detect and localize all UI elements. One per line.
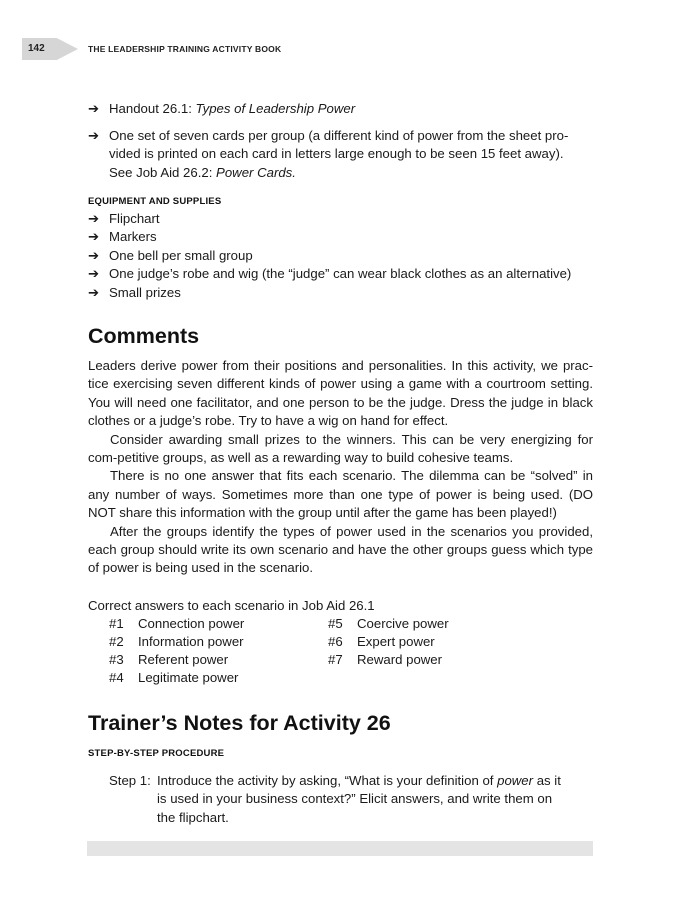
paragraph: After the groups identify the types of power used in the scenarios you provided, each group should write its own scenario and have the other groups guess which type of power is being used in the scenario. [88,523,593,576]
arrow-icon: ➔ [88,229,100,245]
comments-heading: Comments [88,324,200,348]
arrow-icon: ➔ [88,128,100,143]
answer-item: #7 Reward power [328,652,443,667]
list-item [88,127,593,182]
answer-item: #3 Referent power [109,652,229,667]
list-item-line: One set of seven cards per group (a different kind of power from the sheet pro- [109,128,569,143]
footer-bar [87,841,593,856]
answer-item: #2 Information power [109,634,244,649]
answer-item: #5 Coercive power [328,616,449,631]
answers-intro: Correct answers to each scenario in Job Aid 26.1 [88,598,375,613]
list-item: ➔ One judge’s robe and wig (the “judge” can wear black clothes as an alternative) [88,265,593,283]
list-item-line: See Job Aid 26.2: Power Cards. [109,164,296,180]
page-number: 142 [28,43,45,54]
arrow-icon: ➔ [88,284,100,300]
equipment-heading: EQUIPMENT AND SUPPLIES [88,196,222,207]
list-item [88,100,593,118]
list-item: ➔ One bell per small group [88,247,593,265]
comments-text [88,357,593,578]
list-item: ➔ Flipchart [88,210,593,228]
list-item-text: Handout 26.1: [109,101,196,116]
paragraph: Leaders derive power from their positions and personalities. In this activity, we prac-tice exercising seven different kinds of power using a game with a courtroom setting. You will need one facilitator, and one person to be the judge. Dress the judge in black clothes or a judge’s robe. Try to have a wig on hand for effect. [88,358,593,429]
equipment-list [88,210,593,302]
step-1 [109,772,579,827]
answer-item: #1 Connection power [109,616,245,631]
answer-item: #6 Expert power [328,634,435,649]
step-label: Step 1: [109,773,151,788]
step-line: is used in your business context?” Elicit answers, and write them on [157,791,553,807]
arrow-icon: ➔ [88,211,100,226]
step-line: the flipchart. [157,809,229,825]
list-item: ➔ Markers [88,228,593,246]
trainer-notes-heading: Trainer’s Notes for Activity 26 [88,711,391,735]
arrow-icon: ➔ [88,101,100,116]
list-item-italic: Types of Leadership Power [195,101,356,116]
running-head: THE LEADERSHIP TRAINING ACTIVITY BOOK [88,44,282,54]
arrow-icon: ➔ [88,247,100,263]
paragraph: There is no one answer that fits each scenario. The dilemma can be “solved” in any number of ways. Sometimes more than one type of power is being used. (DO NOT share this information with the group until after the game has been played!) [88,468,593,521]
answer-item: #4 Legitimate power [109,670,239,685]
list-item: ➔ Small prizes [88,284,593,302]
step-line: Introduce the activity by asking, “What is your definition of power as it [157,773,561,788]
list-item-line: vided is printed on each card in letters large enough to be seen 15 feet away). [109,146,564,162]
paragraph: Consider awarding small prizes to the winners. This can be very energizing for com-petitive groups, as well as a rewarding way to build cohesive teams. [88,431,593,466]
arrow-icon: ➔ [88,266,100,282]
procedure-heading: STEP-BY-STEP PROCEDURE [88,748,225,759]
